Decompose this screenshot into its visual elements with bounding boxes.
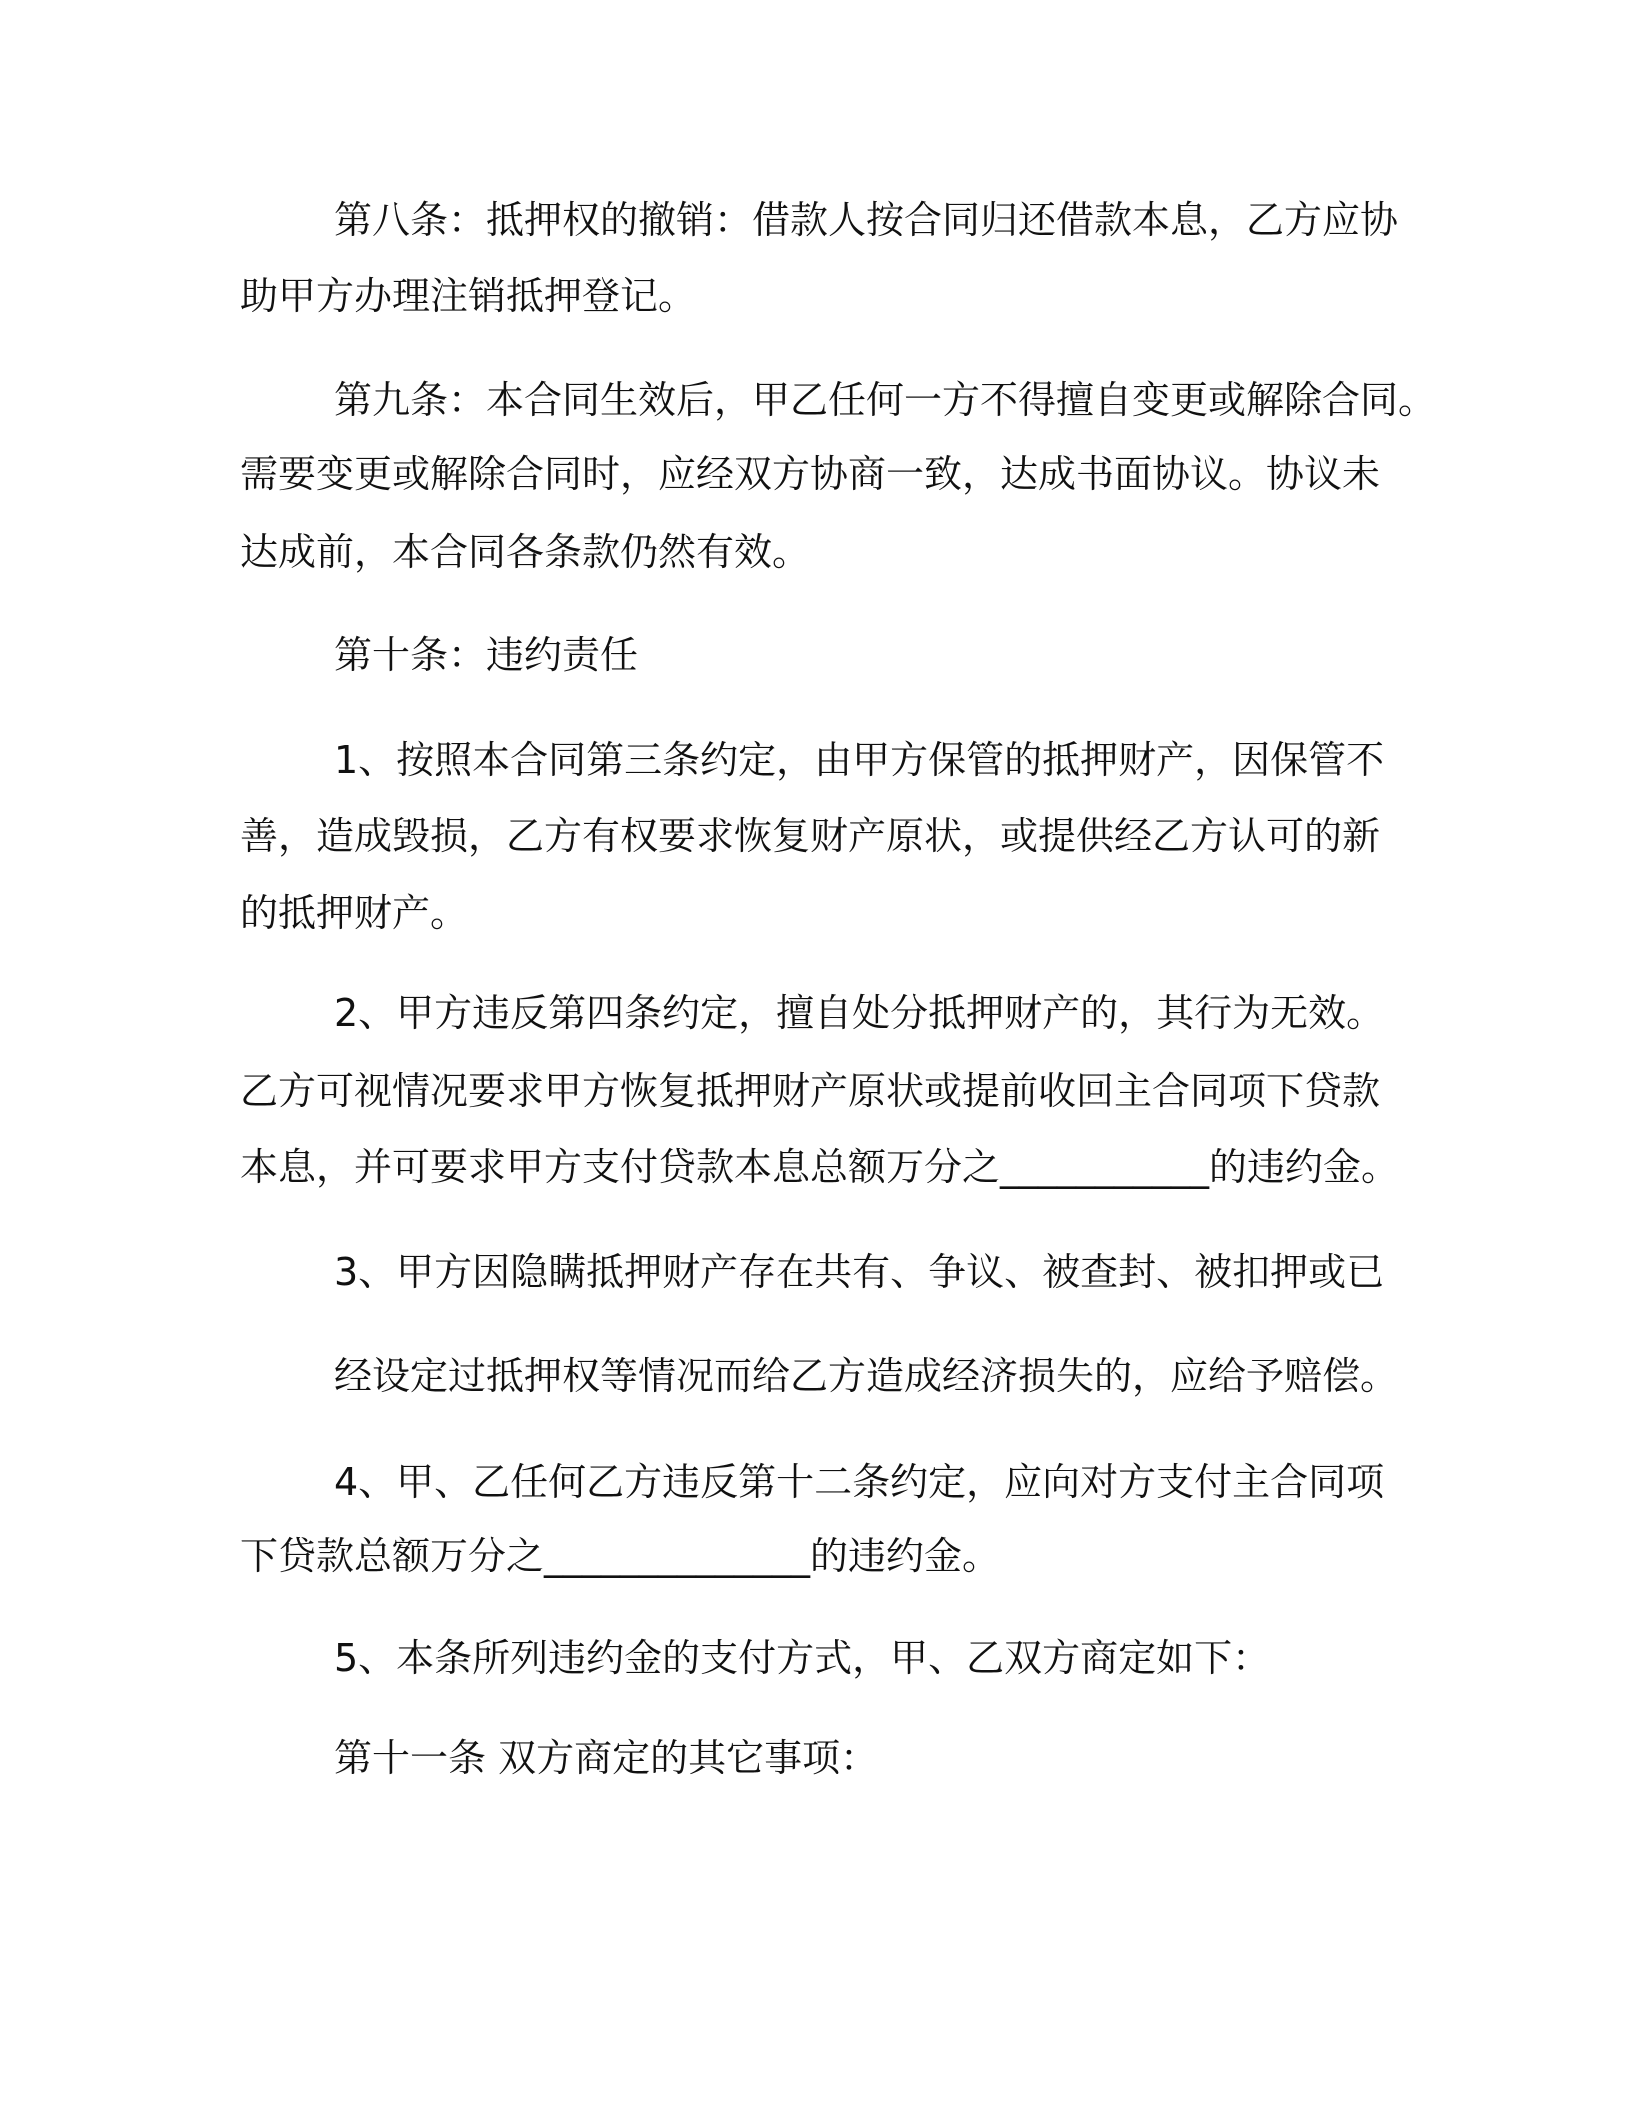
paragraph-line: 本息，并可要求甲方支付贷款本息总额万分之___________的违约金。 [240, 1145, 1400, 1189]
paragraph-line: 2、甲方违反第四条约定，擅自处分抵押财产的，其行为无效。 [334, 991, 1385, 1035]
paragraph-line: 4、甲、乙任何乙方违反第十二条约定，应向对方支付主合同项 [334, 1460, 1385, 1504]
paragraph-line: 需要变更或解除合同时，应经双方协商一致，达成书面协议。协议未 [240, 452, 1381, 496]
paragraph-line: 3、甲方因隐瞒抵押财产存在共有、争议、被查封、被扣押或已 [334, 1250, 1385, 1294]
paragraph-line: 经设定过抵押权等情况而给乙方造成经济损失的，应给予赔偿。 [334, 1354, 1399, 1398]
section-heading: 第十一条 双方商定的其它事项： [334, 1736, 879, 1780]
paragraph-line: 达成前，本合同各条款仍然有效。 [240, 530, 811, 574]
paragraph-line: 助甲方办理注销抵押登记。 [240, 274, 697, 318]
paragraph-line: 的抵押财产。 [240, 891, 469, 935]
paragraph-line: 乙方可视情况要求甲方恢复抵押财产原状或提前收回主合同项下贷款 [240, 1069, 1381, 1113]
paragraph-line: 第八条：抵押权的撤销：借款人按合同归还借款本息，乙方应协 [334, 198, 1399, 242]
paragraph-line: 1、按照本合同第三条约定，由甲方保管的抵押财产，因保管不 [334, 738, 1385, 782]
paragraph-line: 5、本条所列违约金的支付方式，甲、乙双方商定如下： [334, 1636, 1271, 1680]
paragraph-line: 第九条：本合同生效后，甲乙任何一方不得擅自变更或解除合同。 [334, 378, 1437, 422]
paragraph-line: 善，造成毁损，乙方有权要求恢复财产原状，或提供经乙方认可的新 [240, 814, 1381, 858]
section-heading: 第十条：违约责任 [334, 633, 639, 677]
paragraph-line: 下贷款总额万分之______________的违约金。 [240, 1534, 1001, 1578]
